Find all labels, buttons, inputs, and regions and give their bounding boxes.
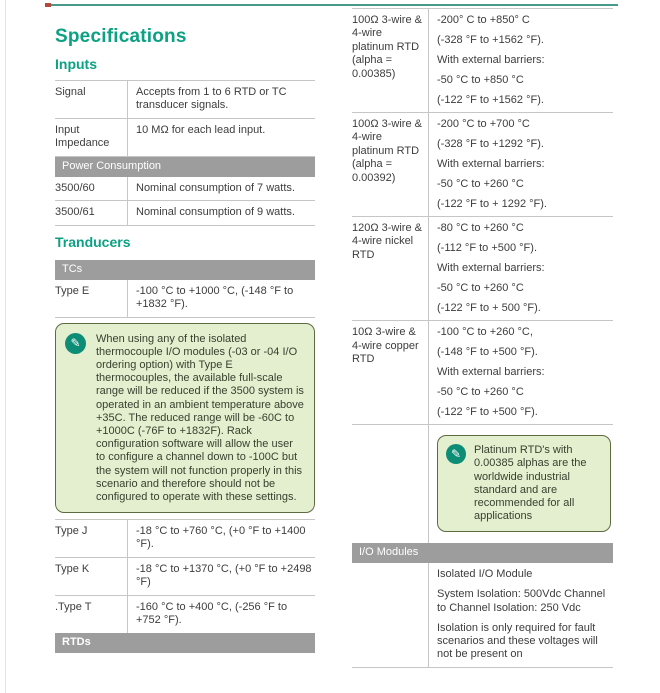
value-line: -50 °C to +260 °C bbox=[437, 281, 524, 294]
value-line: (-122 °F to +500 °F). bbox=[437, 405, 538, 418]
value-line: -50 °C to +260 °C bbox=[437, 177, 524, 190]
value-line: -200 °C to +700 °C bbox=[437, 118, 530, 131]
band-power-consumption: Power Consumption bbox=[55, 157, 315, 177]
table-row bbox=[352, 563, 613, 667]
value-line: -100 °C to +260 °C, bbox=[437, 326, 533, 339]
table-row bbox=[352, 321, 613, 425]
value-line: With external barriers: bbox=[437, 365, 545, 378]
value-line: With external barriers: bbox=[437, 261, 545, 274]
row-label: 100Ω 3-wire & 4-wire platinum RTD (alpha = 0.00385) bbox=[352, 14, 422, 80]
value-line: (-122 °F to + 1292 °F). bbox=[437, 197, 547, 210]
tc-table-2 bbox=[55, 519, 315, 653]
row-label: Signal bbox=[55, 86, 86, 98]
red-tick-mark bbox=[45, 3, 51, 7]
row-value: Accepts from 1 to 6 RTD or TC transducer signals. bbox=[127, 81, 315, 118]
value-line: (-148 °F to +500 °F). bbox=[437, 346, 538, 358]
table-row bbox=[55, 81, 315, 119]
table-row bbox=[352, 113, 613, 217]
pencil-icon: ✎ bbox=[446, 444, 466, 464]
value-line: (-328 °F to +1292 °F). bbox=[437, 137, 544, 150]
value-line: Isolated I/O Module bbox=[437, 568, 533, 581]
row-value bbox=[428, 9, 613, 112]
value-line: -50 °C to +850 °C bbox=[437, 73, 524, 86]
row-value: -100 °C to +1000 °C, (-148 °F to +1832 °F). bbox=[127, 280, 315, 317]
page-left-edge-line bbox=[5, 0, 6, 693]
section-heading-inputs: Inputs bbox=[55, 56, 97, 72]
row-label: 120Ω 3-wire & 4-wire nickel RTD bbox=[352, 222, 422, 261]
row-value: Nominal consumption of 7 watts. bbox=[127, 177, 315, 200]
value-line: Isolation is only required for fault scenarios and these voltages will not be present on bbox=[437, 621, 598, 661]
tc-table bbox=[55, 260, 315, 318]
section-heading-transducers: Tranducers bbox=[55, 233, 131, 250]
row-value: 10 MΩ for each lead input. bbox=[127, 119, 315, 156]
note-text: Platinum RTD's with 0.00385 alphas are the worldwide industrial standard and are recommended for all applications bbox=[474, 444, 587, 523]
row-label-empty bbox=[352, 563, 428, 666]
row-label: Type E bbox=[55, 284, 90, 297]
value-line: (-328 °F to +1562 °F). bbox=[437, 33, 544, 46]
band-tcs: TCs bbox=[55, 260, 315, 280]
rtd-table bbox=[352, 8, 613, 668]
value-line: -200° C to +850° C bbox=[437, 14, 530, 26]
row-label: 3500/61 bbox=[55, 206, 95, 219]
value-line: -50 °C to +260 °C bbox=[437, 385, 524, 398]
page-title: Specifications bbox=[55, 26, 187, 47]
row-value: -160 °C to +400 °C, (-256 °F to +752 °F). bbox=[127, 596, 315, 633]
row-label: Type K bbox=[55, 562, 90, 575]
table-row bbox=[55, 119, 315, 157]
value-line: With external barriers: bbox=[437, 53, 545, 66]
note-box-thermocouple bbox=[55, 323, 315, 513]
value-line: With external barriers: bbox=[437, 157, 545, 170]
band-io-modules: I/O Modules bbox=[352, 543, 613, 563]
value-line: System Isolation: 500Vdc Channel to Channel Isolation: 250 Vdc bbox=[437, 588, 606, 614]
note-text: When using any of the isolated thermocouple I/O modules (-03 or -04 I/O ordering option) with Type E thermocouples, the available full-scale range will be reduced if the 3500 system is operated in an ambient temperature above +35C. The reduced range will be -60C to +1000C (-76F to +1832F). Rack configuration software will allow the user to configure a channel down to -100C but the system will not function properly in this scenario and therefore should not be configured to operate with these settings. bbox=[96, 332, 304, 503]
table-row bbox=[55, 280, 315, 318]
row-label: Input Impedance bbox=[55, 123, 110, 150]
value-line: (-122 °F to +1562 °F). bbox=[437, 93, 544, 106]
band-rtds: RTDs bbox=[55, 633, 315, 653]
row-label: 3500/60 bbox=[55, 181, 95, 194]
table-row bbox=[55, 520, 315, 558]
table-row bbox=[55, 596, 315, 633]
note-box-platinum-rtd bbox=[437, 435, 611, 532]
value-line: -80 °C to +260 °C bbox=[437, 222, 524, 235]
row-label: Type J bbox=[55, 525, 88, 538]
value-line: (-122 °F to + 500 °F). bbox=[437, 301, 541, 314]
row-label-empty bbox=[352, 425, 428, 543]
table-row bbox=[55, 558, 315, 596]
row-value bbox=[428, 321, 613, 424]
right-column bbox=[352, 8, 613, 668]
pencil-icon: ✎ bbox=[65, 333, 86, 354]
table-row-note bbox=[352, 425, 613, 543]
inputs-table bbox=[55, 80, 315, 226]
row-label: 100Ω 3-wire & 4-wire platinum RTD (alpha = 0.00392) bbox=[352, 118, 422, 184]
table-row bbox=[352, 217, 613, 321]
row-value bbox=[428, 425, 613, 543]
row-value bbox=[428, 563, 613, 666]
table-row bbox=[352, 9, 613, 113]
row-value: -18 °C to +760 °C, (+0 °F to +1400 °F). bbox=[127, 520, 315, 557]
row-label: .Type T bbox=[55, 600, 92, 613]
row-value: -18 °C to +1370 °C, (+0 °F to +2498 °F) bbox=[127, 558, 315, 595]
row-value: Nominal consumption of 9 watts. bbox=[127, 201, 315, 224]
left-column bbox=[55, 0, 315, 653]
row-value bbox=[428, 113, 613, 216]
row-value bbox=[428, 217, 613, 320]
value-line: (-112 °F to +500 °F). bbox=[437, 241, 537, 254]
table-row bbox=[55, 201, 315, 225]
row-label: 10Ω 3-wire & 4-wire copper RTD bbox=[352, 326, 419, 365]
table-row bbox=[55, 177, 315, 201]
